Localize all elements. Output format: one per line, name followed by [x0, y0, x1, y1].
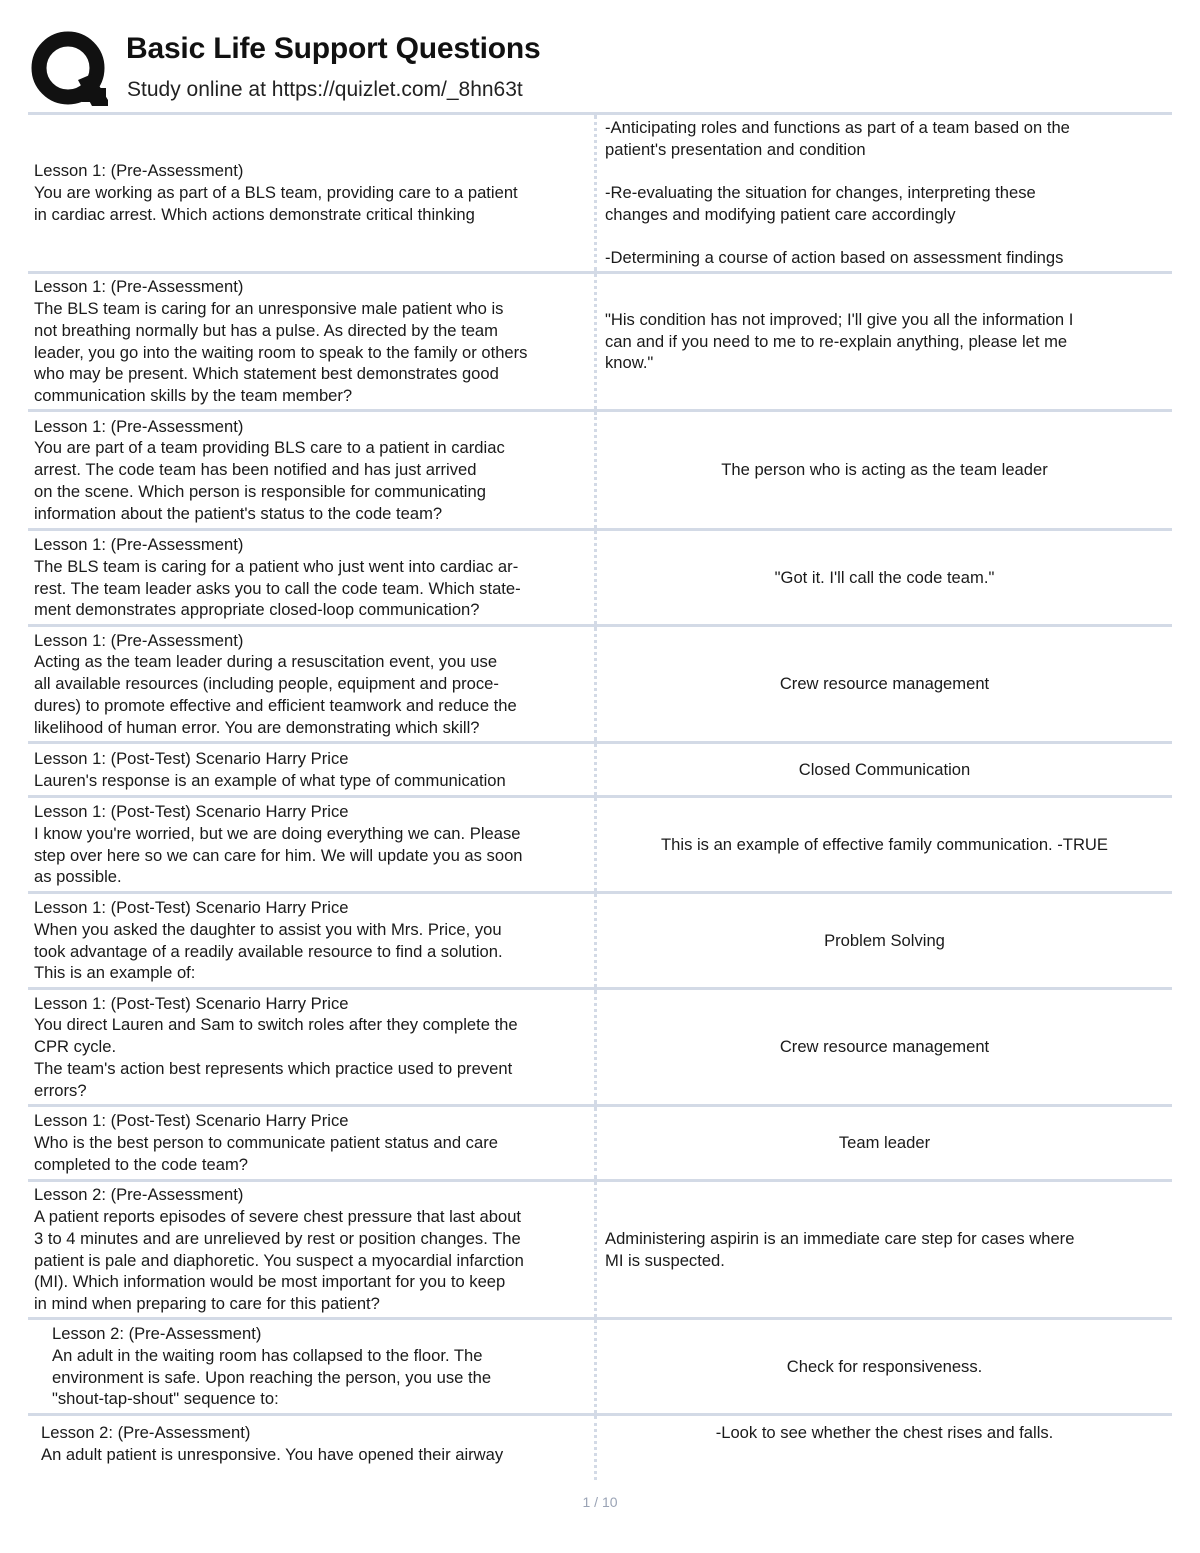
card-definition: Crew resource management — [779, 1037, 990, 1057]
page-header — [28, 28, 1178, 108]
card-definition: -Anticipating roles and functions as part of a team based on the patient's presentation and condition -Re-evaluating the situation for changes, interpreting these changes and modifying patient care accordingly -Determining a course of action based on assessment findings — [605, 117, 1070, 268]
card-term: Lesson 1: (Post-Test) Scenario Harry Price Lauren's response is an example of what type of communication — [28, 744, 597, 795]
flashcard-row — [28, 798, 1172, 894]
card-term: Lesson 2: (Pre-Assessment) An adult in the waiting room has collapsed to the floor. The environment is safe. Upon reaching the person, you use the "shout-tap-shout" sequence to: — [28, 1320, 597, 1413]
flashcard-row — [28, 1107, 1172, 1182]
flashcard-row — [28, 744, 1172, 798]
flashcard-row — [28, 627, 1172, 744]
card-term: Lesson 1: (Post-Test) Scenario Harry Price When you asked the daughter to assist you with Mrs. Price, you took advantage of a readily available resource to find a solution. This is an example of: — [28, 894, 597, 987]
card-definition: "His condition has not improved; I'll give you all the information I can and if you need to me to re-explain anything, please let me know." — [605, 309, 1074, 373]
page-subtitle: Study online at https://quizlet.com/_8hn63t — [127, 78, 523, 101]
card-definition: "Got it. I'll call the code team." — [774, 567, 995, 587]
flashcard-row — [28, 894, 1172, 990]
flashcard-row — [28, 412, 1172, 531]
flashcard-list — [28, 112, 1172, 1480]
flashcard-row — [28, 1182, 1172, 1320]
card-definition: The person who is acting as the team leader — [721, 460, 1048, 480]
card-term: Lesson 1: (Post-Test) Scenario Harry Price I know you're worried, but we are doing everything we can. Please step over here so we can care for him. We will update you as soon as possible. — [28, 798, 597, 891]
card-definition: Closed Communication — [798, 759, 971, 779]
card-term: Lesson 2: (Pre-Assessment) A patient reports episodes of severe chest pressure that last about 3 to 4 minutes and are unrelieved by rest or position changes. The patient is pale and diaphoretic. You suspect a myocardial infarction (MI). Which information would be most important for you to keep in mind when preparing to care for this patient? — [28, 1182, 597, 1317]
flashcard-row — [28, 1416, 1172, 1480]
page-number: 1 / 10 — [582, 1494, 618, 1510]
card-term: Lesson 1: (Pre-Assessment) The BLS team is caring for a patient who just went into cardiac ar- rest. The team leader asks you to call the code team. Which state- ment demonstrates appropriate closed-loop communication? — [28, 531, 597, 624]
card-term: Lesson 1: (Post-Test) Scenario Harry Price Who is the best person to communicate patient status and care completed to the code team? — [28, 1107, 597, 1179]
card-definition: -Look to see whether the chest rises and falls. — [715, 1423, 1054, 1442]
card-definition: Check for responsiveness. — [786, 1356, 983, 1376]
card-definition: Team leader — [838, 1133, 931, 1153]
flashcard-row — [28, 990, 1172, 1107]
card-term: Lesson 1: (Pre-Assessment) Acting as the team leader during a resuscitation event, you use all available resources (including people, equipment and proce- dures) to promote effective and efficient teamwork and reduce the likelihood of human error. You are demonstrating which skill? — [28, 627, 597, 741]
flashcard-row — [28, 274, 1172, 412]
quizlet-q-logo-icon — [30, 30, 110, 110]
card-term: Lesson 1: (Post-Test) Scenario Harry Price You direct Lauren and Sam to switch roles after they complete the CPR cycle. The team's action best represents which practice used to prevent errors? — [28, 990, 597, 1104]
card-term: Lesson 2: (Pre-Assessment) An adult patient is unresponsive. You have opened their airway — [28, 1416, 597, 1480]
card-term: Lesson 1: (Pre-Assessment) The BLS team is caring for an unresponsive male patient who is not breathing normally but has a pulse. As directed by the team leader, you go into the waiting room to speak to the family or others who may be present. Which statement best demonstrates good communication skills by the team member? — [28, 274, 597, 409]
card-term: Lesson 1: (Pre-Assessment) You are part of a team providing BLS care to a patient in cardiac arrest. The code team has been notified and has just arrived on the scene. Which person is responsible for communicating information about the patient's status to the code team? — [28, 412, 597, 528]
card-term: Lesson 1: (Pre-Assessment) You are working as part of a BLS team, providing care to a patient in cardiac arrest. Which actions demonstrate critical thinking — [28, 115, 597, 271]
card-definition: Crew resource management — [779, 674, 990, 694]
flashcard-row — [28, 531, 1172, 627]
flashcard-row — [28, 115, 1172, 274]
page-title: Basic Life Support Questions — [126, 32, 541, 65]
card-definition: Administering aspirin is an immediate care step for cases where MI is suspected. — [605, 1228, 1075, 1270]
card-definition: This is an example of effective family communication. -TRUE — [661, 834, 1108, 854]
flashcard-row — [28, 1320, 1172, 1416]
card-definition: Problem Solving — [824, 930, 945, 950]
